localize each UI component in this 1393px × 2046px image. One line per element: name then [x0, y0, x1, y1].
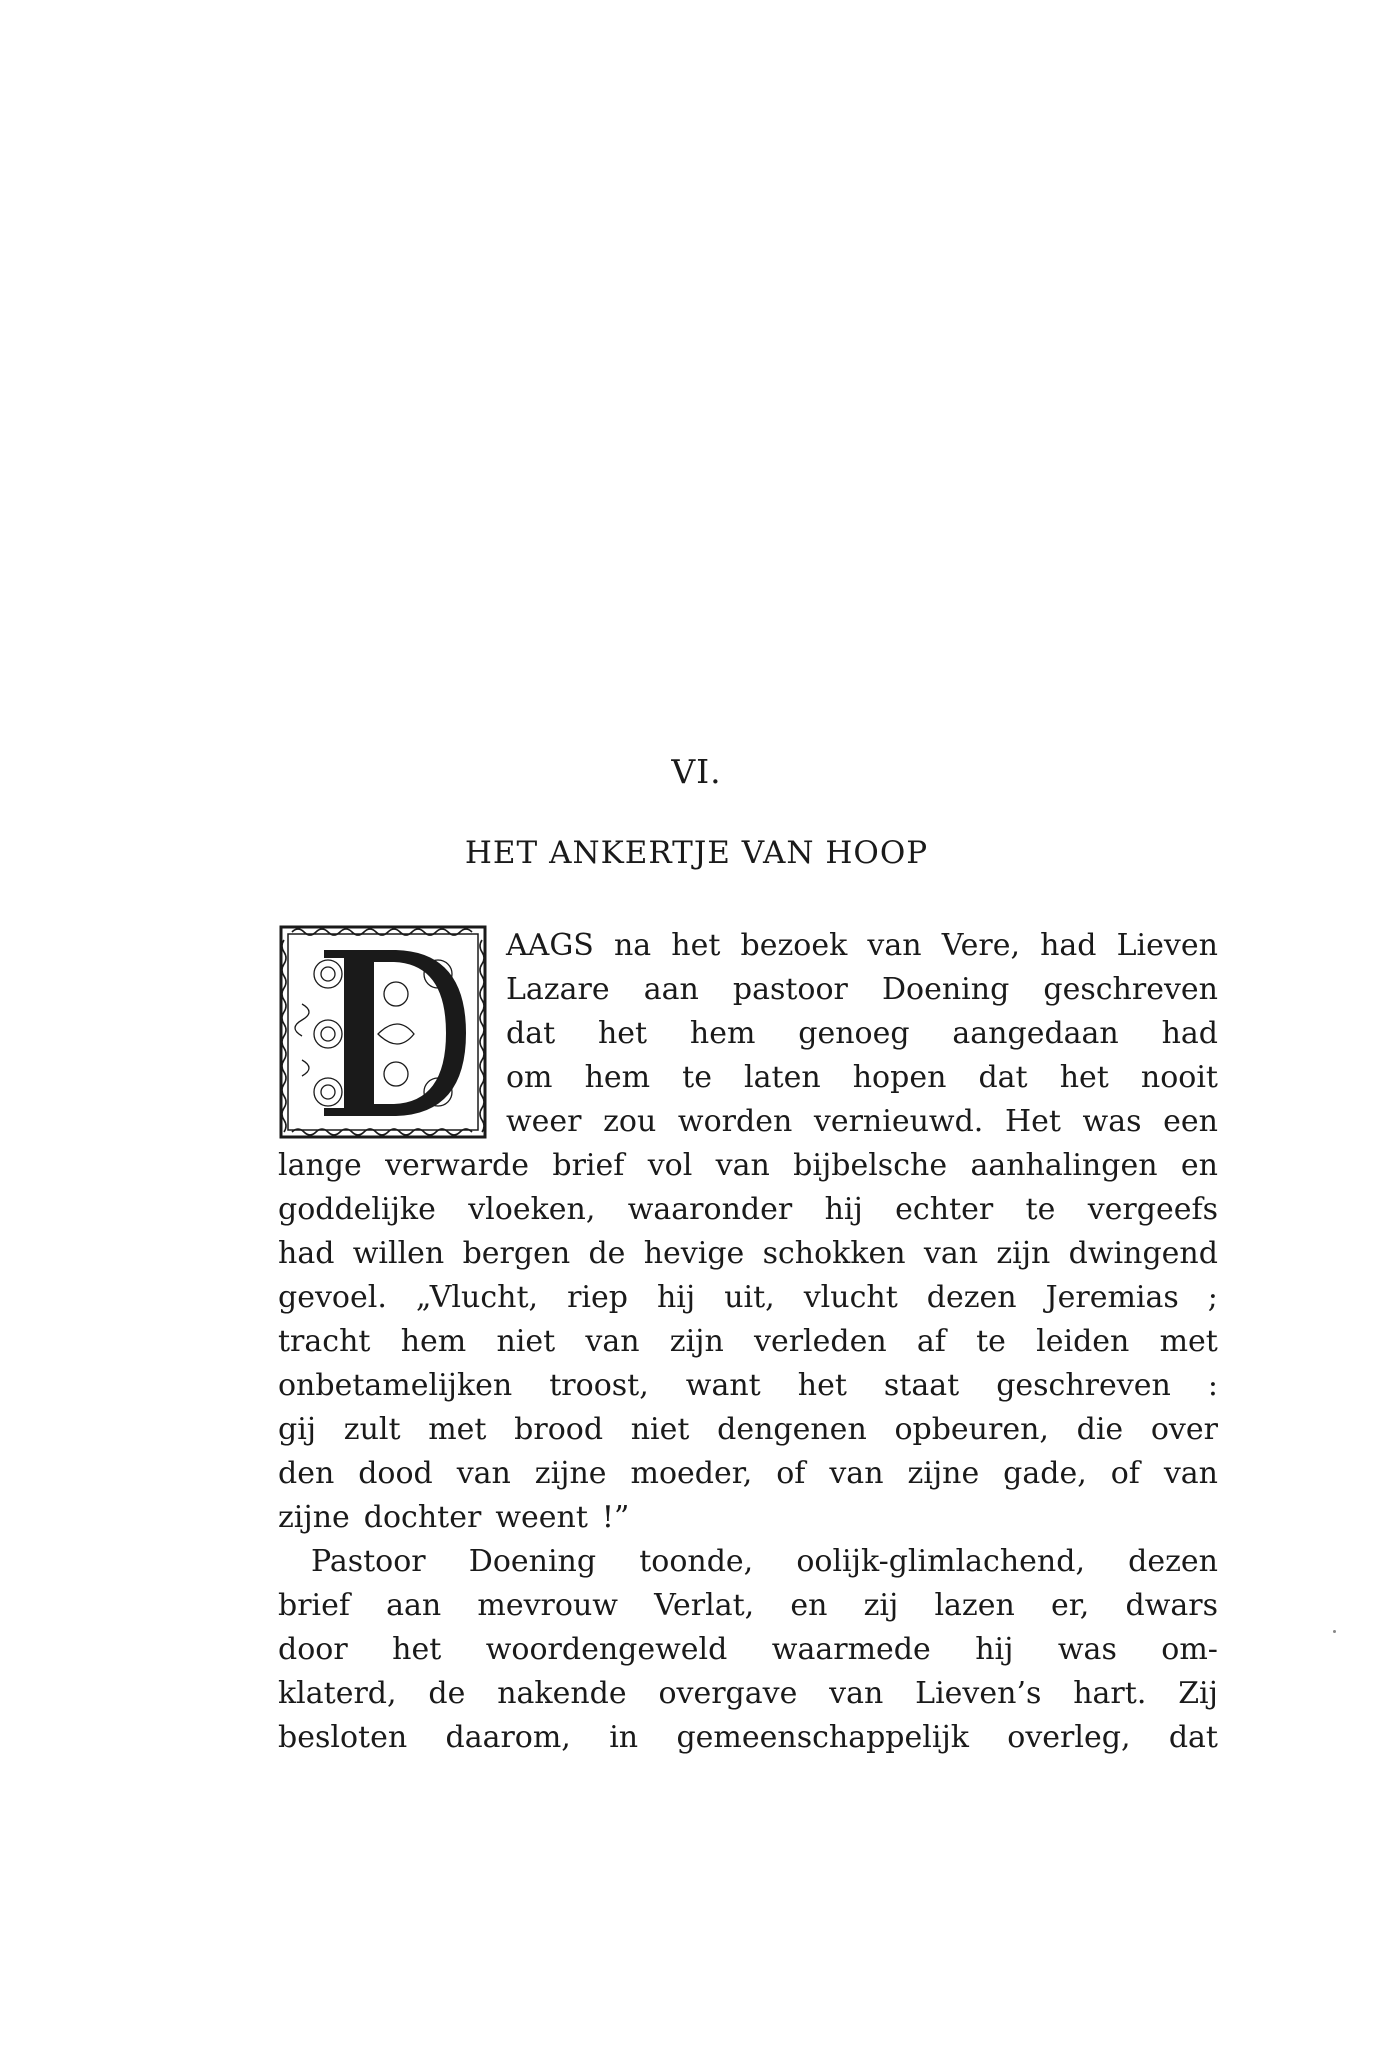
word: of	[1110, 1456, 1140, 1491]
text-line	[506, 1012, 1218, 1056]
word: om-	[1161, 1632, 1218, 1667]
word: of	[776, 1456, 806, 1491]
word: lazen	[934, 1588, 1015, 1623]
word: van	[923, 1236, 979, 1271]
text-line	[278, 1628, 1218, 1672]
word: onbetamelijken	[278, 1368, 513, 1403]
word: dwingend	[1068, 1236, 1218, 1271]
word: uit,	[724, 1280, 775, 1315]
word: besloten	[278, 1720, 408, 1755]
word: hij	[975, 1632, 1014, 1667]
word: aan	[386, 1588, 442, 1623]
word: zijne	[907, 1456, 980, 1491]
word: overleg,	[1007, 1720, 1131, 1755]
word: aan	[643, 972, 699, 1007]
word: en	[790, 1588, 828, 1623]
word: overgave	[658, 1676, 798, 1711]
word: had	[1161, 1016, 1218, 1051]
word: over	[1150, 1412, 1218, 1447]
word: nooit	[1140, 1060, 1218, 1095]
body-text	[278, 924, 1218, 1760]
word: geschreven	[1043, 972, 1218, 1007]
word: troost,	[549, 1368, 649, 1403]
word: dochter	[363, 1500, 482, 1535]
word: brief	[552, 1148, 625, 1183]
word: de	[428, 1676, 466, 1711]
word: Zij	[1178, 1676, 1218, 1711]
word: toonde,	[639, 1544, 754, 1579]
word: echter	[895, 1192, 994, 1227]
text-line	[278, 1496, 1218, 1540]
word: mevrouw	[477, 1588, 618, 1623]
word: :	[1207, 1368, 1218, 1403]
word: Vere,	[941, 928, 1020, 963]
text-line	[278, 1276, 1218, 1320]
paper-speck	[1333, 1630, 1336, 1633]
word: oolijk-glimlachend,	[796, 1544, 1085, 1579]
drop-cap-letter-text: D	[383, 1044, 384, 1045]
word: riep	[567, 1280, 628, 1315]
word: niet	[496, 1324, 556, 1359]
word: van	[829, 1676, 884, 1711]
word: !”	[601, 1500, 630, 1535]
word: vlucht	[803, 1280, 898, 1315]
word: laten	[744, 1060, 821, 1095]
word: na	[613, 928, 652, 963]
word: van	[715, 1148, 770, 1183]
word: brief	[278, 1588, 350, 1623]
text-line	[278, 1320, 1218, 1364]
word: opbeuren,	[894, 1412, 1049, 1447]
word: van	[829, 1456, 884, 1491]
word: hem	[400, 1324, 467, 1359]
word: te	[682, 1060, 712, 1095]
word: genoeg	[798, 1016, 910, 1051]
word: want	[685, 1368, 761, 1403]
text-line	[506, 1056, 1218, 1100]
text-line	[506, 968, 1218, 1012]
text-line	[278, 1584, 1218, 1628]
word: zijne	[278, 1500, 350, 1535]
word: waarmede	[771, 1632, 931, 1667]
word: Lazare	[506, 972, 610, 1007]
word: vernieuwd.	[813, 1104, 984, 1139]
text-line	[278, 1408, 1218, 1452]
word: verwarde	[385, 1148, 530, 1183]
word: er,	[1050, 1588, 1090, 1623]
word: waaronder	[627, 1192, 793, 1227]
word: Pastoor	[311, 1544, 426, 1579]
word: dood	[358, 1456, 433, 1491]
word: met	[428, 1412, 487, 1447]
word: weer	[506, 1104, 582, 1139]
word: af	[916, 1324, 946, 1359]
word: staat	[883, 1368, 960, 1403]
word: gemeenschappelijk	[676, 1720, 969, 1755]
word: geschreven	[996, 1368, 1171, 1403]
word: klaterd,	[278, 1676, 397, 1711]
word: „Vlucht,	[415, 1280, 539, 1315]
word: door	[278, 1632, 348, 1667]
word: hij	[824, 1192, 863, 1227]
word: pastoor	[732, 972, 848, 1007]
word: hem	[689, 1016, 756, 1051]
word: willen	[352, 1236, 445, 1271]
word: dezen	[1128, 1544, 1218, 1579]
word: aangedaan	[952, 1016, 1119, 1051]
word: Doening	[468, 1544, 597, 1579]
word: weent	[495, 1500, 588, 1535]
word: leiden	[1036, 1324, 1130, 1359]
word: had	[1040, 928, 1097, 963]
word: vloeken,	[468, 1192, 596, 1227]
word: in	[609, 1720, 639, 1755]
word: brood	[514, 1412, 604, 1447]
word: lange	[278, 1148, 362, 1183]
word: verleden	[754, 1324, 887, 1359]
word: dat	[506, 1016, 556, 1051]
word: van	[867, 928, 922, 963]
word: van	[585, 1324, 640, 1359]
word: goddelijke	[278, 1192, 436, 1227]
word: AAGS	[506, 928, 594, 963]
word: het	[392, 1632, 442, 1667]
text-line	[506, 1100, 1218, 1144]
word: tracht	[278, 1324, 371, 1359]
text-line	[278, 1452, 1218, 1496]
word: zij	[863, 1588, 899, 1623]
text-line	[278, 1672, 1218, 1716]
word: was	[1082, 1104, 1142, 1139]
text-line	[278, 1188, 1218, 1232]
word: het	[797, 1368, 847, 1403]
word: Lieven	[1116, 928, 1218, 963]
word: Verlat,	[654, 1588, 755, 1623]
word: zijn	[669, 1324, 724, 1359]
word: moeder,	[630, 1456, 753, 1491]
word: dat	[978, 1060, 1028, 1095]
word: gade,	[1003, 1456, 1087, 1491]
word: nakende	[497, 1676, 627, 1711]
word: gij	[278, 1412, 317, 1447]
word: daarom,	[445, 1720, 571, 1755]
word: bergen	[462, 1236, 571, 1271]
word: gevoel.	[278, 1280, 387, 1315]
text-line	[278, 1540, 1218, 1584]
word: het	[1059, 1060, 1109, 1095]
chapter-title: HET ANKERTJE VAN HOOP	[464, 835, 929, 871]
word: niet	[630, 1412, 690, 1447]
word: te	[976, 1324, 1006, 1359]
word: had	[278, 1236, 335, 1271]
word: het	[671, 928, 721, 963]
word: aanhalingen	[970, 1148, 1158, 1183]
word: hopen	[852, 1060, 947, 1095]
word: dengenen	[717, 1412, 867, 1447]
text-line	[278, 1364, 1218, 1408]
chapter-number: VI.	[671, 752, 722, 791]
word: zou	[603, 1104, 657, 1139]
word: zijn	[996, 1236, 1051, 1271]
word: vergeefs	[1087, 1192, 1218, 1227]
word: bezoek	[740, 928, 848, 963]
text-line	[278, 1716, 1218, 1760]
word: het	[597, 1016, 648, 1051]
word: te	[1025, 1192, 1056, 1227]
word: hevige	[643, 1236, 745, 1271]
word: dat	[1168, 1720, 1218, 1755]
word: met	[1159, 1324, 1218, 1359]
word: woordengeweld	[485, 1632, 728, 1667]
text-line	[506, 924, 1218, 968]
text-line	[278, 1232, 1218, 1276]
word: hij	[656, 1280, 696, 1315]
word: en	[1180, 1148, 1218, 1183]
word: zult	[343, 1412, 401, 1447]
word: Jeremias	[1045, 1280, 1179, 1315]
word: schokken	[762, 1236, 906, 1271]
word: dwars	[1125, 1588, 1218, 1623]
word: Het	[1004, 1104, 1061, 1139]
word: de	[588, 1236, 626, 1271]
word: van	[456, 1456, 511, 1491]
word: Doening	[881, 972, 1010, 1007]
word: een	[1163, 1104, 1218, 1139]
word: den	[278, 1456, 335, 1491]
word: van	[1163, 1456, 1218, 1491]
word: Lieven’s	[915, 1676, 1042, 1711]
word: die	[1076, 1412, 1124, 1447]
word: bijbelsche	[793, 1148, 948, 1183]
word: om	[506, 1060, 553, 1095]
word: dezen	[926, 1280, 1017, 1315]
text-line	[278, 1144, 1218, 1188]
word: vol	[647, 1148, 693, 1183]
word: was	[1057, 1632, 1117, 1667]
word: ;	[1207, 1280, 1218, 1315]
word: hart.	[1073, 1676, 1147, 1711]
word: worden	[677, 1104, 793, 1139]
word: hem	[584, 1060, 651, 1095]
word: zijne	[534, 1456, 607, 1491]
